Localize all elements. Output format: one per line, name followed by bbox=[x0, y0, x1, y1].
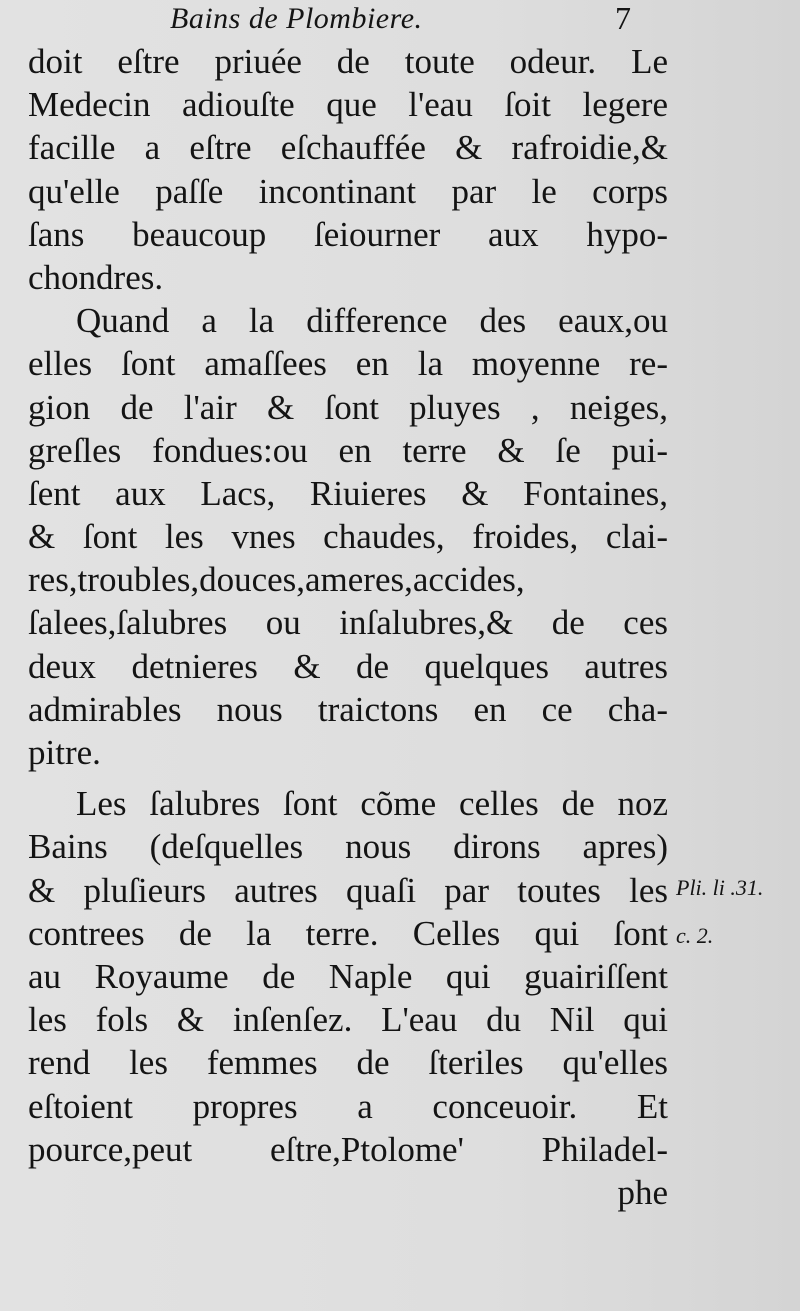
text-line: & pluſieurs autres quaſi par toutes les bbox=[28, 870, 668, 910]
text-line: pource,peut eſtre,Ptolome' Philadel- bbox=[28, 1129, 668, 1169]
text-line: ſans beaucoup ſeiourner aux hypo- bbox=[28, 214, 668, 254]
text-line: ſent aux Lacs, Riuieres & Fontaines, bbox=[28, 473, 668, 513]
text-line: greſles fondues:ou en terre & ſe pui- bbox=[28, 430, 668, 470]
catchword: phe bbox=[617, 1172, 668, 1212]
text-line: facille a eſtre eſchauffée & rafroidie,& bbox=[28, 128, 668, 168]
text-line: eſtoient propres a conceuoir. Et bbox=[28, 1086, 668, 1126]
text-line: doit eſtre priuée de toute odeur. Le bbox=[28, 42, 668, 81]
body-text bbox=[28, 40, 668, 1214]
text-line: qu'elle paſſe incontinant par le corps bbox=[28, 171, 668, 211]
text-line: les fols & inſenſez. L'eau du Nil qui bbox=[28, 1000, 668, 1040]
text-line: deux detnieres & de quelques autres bbox=[28, 646, 668, 686]
text-line: Bains (deſquelles nous dirons apres) bbox=[28, 827, 668, 867]
text-line: admirables nous traictons en ce cha- bbox=[28, 689, 668, 729]
text-line: elles ſont amaſſees en la moyenne re- bbox=[28, 344, 668, 384]
text-line: Medecin adiouſte que l'eau ſoit legere bbox=[28, 85, 668, 125]
paragraph-start-line: Les ſalubres ſont cõme celles de noz bbox=[76, 784, 668, 824]
running-head: Bains de Plombiere. bbox=[170, 2, 423, 35]
page-number: 7 bbox=[615, 0, 631, 36]
text-line: chondres. bbox=[28, 257, 164, 297]
text-line: au Royaume de Naple qui guairiſſent bbox=[28, 956, 668, 996]
text-line: ſalees,ſalubres ou inſalubres,& de ces bbox=[28, 603, 668, 643]
text-line: rend les femmes de ſteriles qu'elles bbox=[28, 1043, 668, 1083]
text-line: contrees de la terre. Celles qui ſont bbox=[28, 913, 668, 953]
text-line: res,troubles,douces,ameres,accides, bbox=[28, 560, 525, 600]
text-line: pitre. bbox=[28, 733, 101, 772]
text-line: gion de l'air & ſont pluyes , neiges, bbox=[28, 387, 668, 427]
paragraph-start-line: Quand a la difference des eaux,ou bbox=[76, 301, 668, 341]
margin-note-chapter: c. 2. bbox=[676, 923, 714, 948]
text-line: & ſont les vnes chaudes, froides, clai- bbox=[28, 517, 668, 557]
margin-note-citation: Pli. li .31. bbox=[676, 875, 764, 900]
